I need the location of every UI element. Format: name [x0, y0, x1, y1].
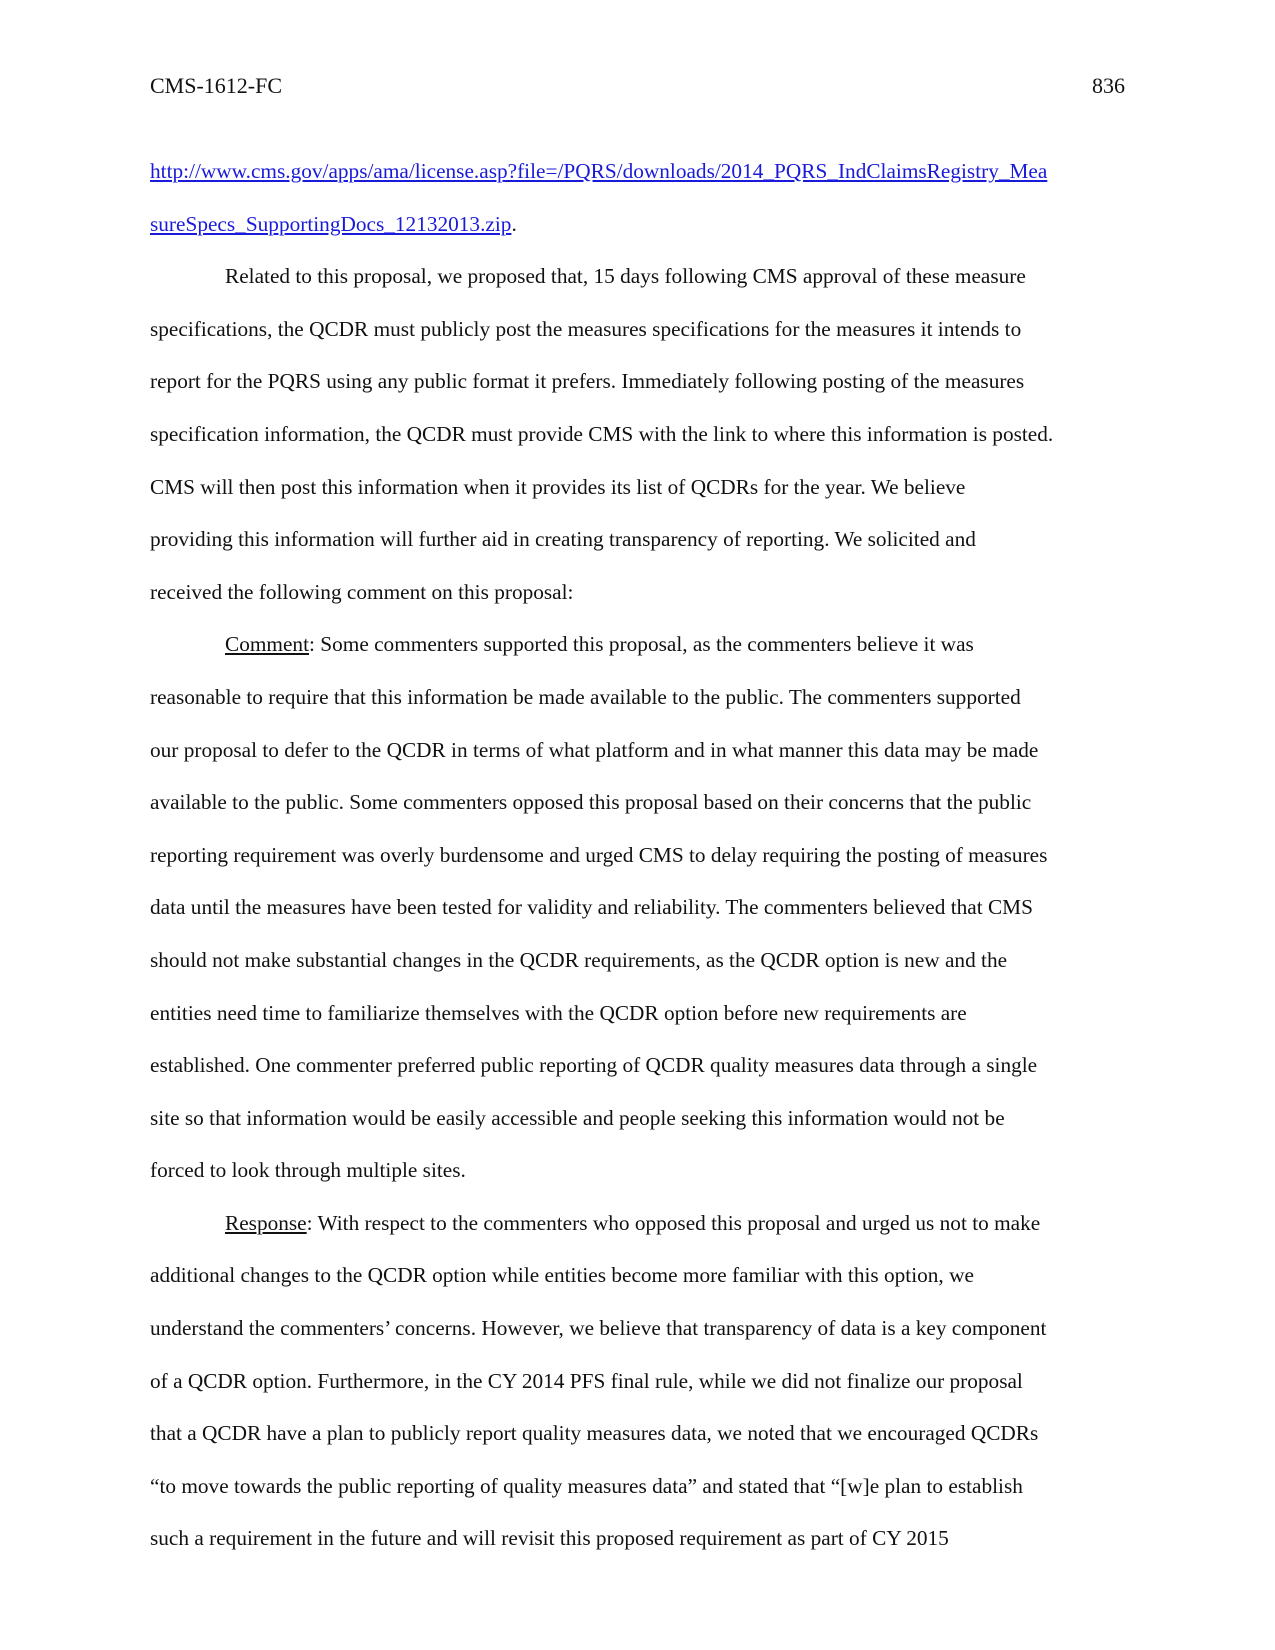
- proposal-line-2: specifications, the QCDR must publicly post the measures specifications for the measures it intends to: [150, 316, 1022, 341]
- comment-line-5: reporting requirement was overly burdensome and urged CMS to delay requiring the posting of measures: [150, 842, 1048, 867]
- comment-line-7: should not make substantial changes in the QCDR requirements, as the QCDR option is new and the: [150, 947, 1008, 972]
- comment-line-3: our proposal to defer to the QCDR in terms of what platform and in what manner this data may be made: [150, 737, 1039, 762]
- proposal-line-3: report for the PQRS using any public format it prefers. Immediately following posting of the measures: [150, 369, 1025, 394]
- comment-line-10: site so that information would be easily accessible and people seeking this information would not be: [150, 1105, 1005, 1130]
- response-label: Response: [225, 1210, 307, 1235]
- response-line-1: : With respect to the commenters who opposed this proposal and urged us not to make: [306, 1210, 1041, 1235]
- proposal-line-5: CMS will then post this information when it provides its list of QCDRs for the year. We believe: [150, 474, 966, 499]
- proposal-paragraph: [150, 250, 1128, 618]
- comment-line-2: reasonable to require that this information be made available to the public. The commenters supported: [150, 684, 1021, 709]
- comment-label: Comment: [225, 632, 310, 657]
- link-paragraph: [150, 145, 1128, 250]
- comment-paragraph: [150, 618, 1128, 1197]
- proposal-line-6: providing this information will further aid in creating transparency of reporting. We solicited and: [150, 527, 976, 552]
- page-header: [150, 70, 1125, 102]
- comment-line-6: data until the measures have been tested for validity and reliability. The commenters believed that CMS: [150, 895, 1033, 920]
- comment-line-1: : Some commenters supported this proposal, as the commenters believe it was: [309, 632, 974, 657]
- response-line-7: such a requirement in the future and will revisit this proposed requirement as part of CY 2015: [150, 1526, 949, 1551]
- response-line-6: “to move towards the public reporting of quality measures data” and stated that “[w]e plan to establish: [150, 1473, 1023, 1498]
- document-id: CMS-1612-FC: [150, 73, 283, 98]
- response-line-4: of a QCDR option. Furthermore, in the CY 2014 PFS final rule, while we did not finalize our proposal: [150, 1368, 1023, 1393]
- proposal-line-1: Related to this proposal, we proposed that, 15 days following CMS approval of these measure: [225, 264, 1026, 289]
- response-line-5: that a QCDR have a plan to publicly report quality measures data, we noted that we encouraged QCDRs: [150, 1421, 1039, 1446]
- measure-specs-link[interactable]: [150, 159, 1047, 236]
- comment-line-8: entities need time to familiarize themselves with the QCDR option before new requirements are: [150, 1000, 967, 1025]
- comment-line-11: forced to look through multiple sites.: [150, 1158, 466, 1183]
- proposal-line-7: received the following comment on this proposal:: [150, 579, 574, 604]
- link-period: .: [511, 211, 517, 236]
- proposal-line-4: specification information, the QCDR must provide CMS with the link to where this information is posted.: [150, 421, 1054, 446]
- response-line-2: additional changes to the QCDR option while entities become more familiar with this option, we: [150, 1263, 974, 1288]
- response-line-3: understand the commenters’ concerns. However, we believe that transparency of data is a key component: [150, 1316, 1047, 1341]
- comment-line-9: established. One commenter preferred public reporting of QCDR quality measures data through a single: [150, 1053, 1038, 1078]
- link-text-line-1[interactable]: http://www.cms.gov/apps/ama/license.asp?file=/PQRS/downloads/2014_PQRS_IndClaimsRegistry_Mea: [150, 159, 1048, 183]
- document-body: [150, 145, 1128, 1565]
- page-number: 836: [1092, 73, 1125, 98]
- link-text-line-2[interactable]: sureSpecs_SupportingDocs_12132013.zip: [150, 211, 512, 236]
- response-paragraph: [150, 1197, 1128, 1565]
- comment-line-4: available to the public. Some commenters opposed this proposal based on their concerns that the public: [150, 790, 1032, 815]
